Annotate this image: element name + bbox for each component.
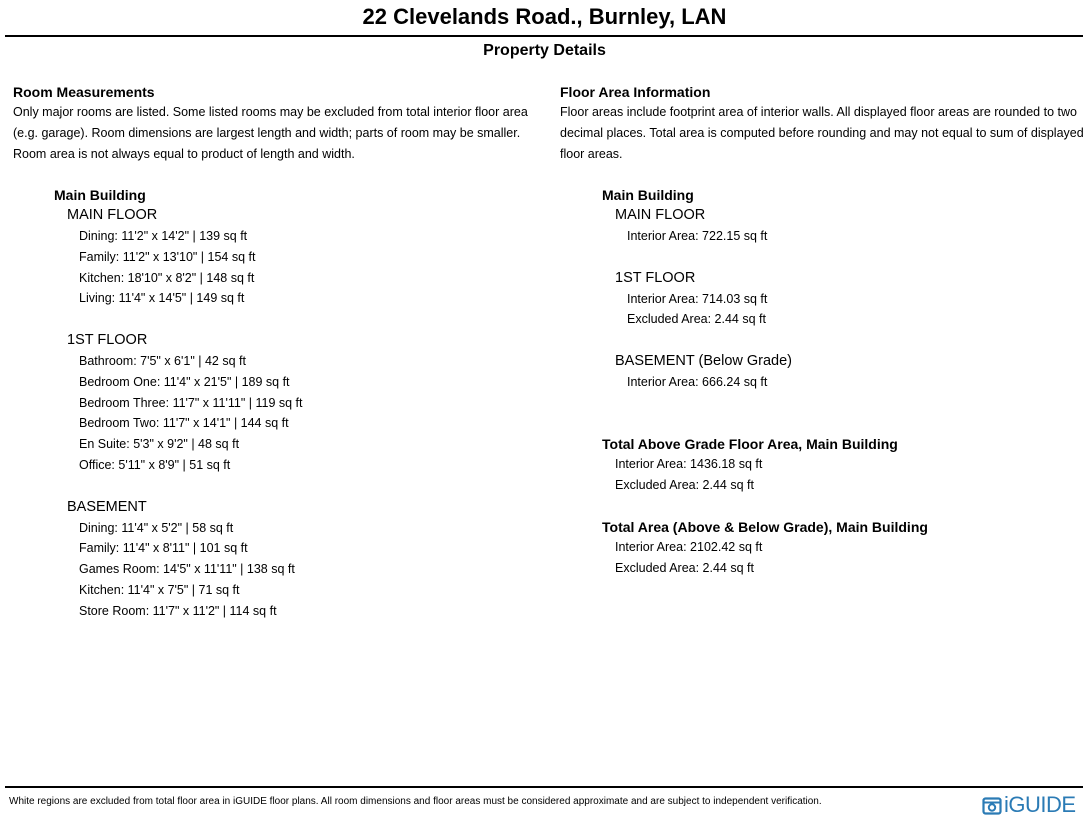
- floor-area-heading: Floor Area Information: [560, 84, 711, 100]
- spacer: [602, 496, 928, 517]
- floor-name: BASEMENT (Below Grade): [615, 352, 793, 369]
- room-item: Living: 11'4" x 14'5" | 149 sq ft: [79, 291, 245, 306]
- iguide-logo: [982, 793, 1076, 817]
- area-item: Excluded Area: 2.44 sq ft: [615, 560, 754, 575]
- area-item: Interior Area: 722.15 sq ft: [627, 229, 768, 243]
- room-item: Bedroom Two: 11'7" x 14'1" | 144 sq ft: [79, 416, 289, 431]
- room-measurements-heading: Room Measurements: [13, 84, 155, 100]
- room-item: Bedroom Three: 11'7" x 11'11" | 119 sq ft: [79, 395, 303, 410]
- floor-area-intro: [560, 82, 1089, 165]
- room-measurements-description: Only major rooms are listed. Some listed rooms may be excluded from total interior floor area (e.g. garage). Room dimensions are largest length and width; parts of room may be smaller. Room area is not always equal to product of length and width.: [13, 105, 528, 161]
- logo-text: iGUIDE: [1004, 792, 1076, 817]
- spacer: [602, 247, 928, 268]
- footer-divider: [5, 786, 1083, 788]
- area-item: Interior Area: 714.03 sq ft: [627, 291, 768, 306]
- room-item: En Suite: 5'3" x 9'2" | 48 sq ft: [79, 437, 240, 452]
- room-item: Office: 5'11" x 8'9" | 51 sq ft: [79, 457, 231, 472]
- room-measurements-list: [54, 185, 303, 622]
- title-divider: [5, 35, 1083, 37]
- spacer: [602, 330, 928, 351]
- room-item: Store Room: 11'7" x 11'2" | 114 sq ft: [79, 603, 277, 618]
- area-item: Interior Area: 666.24 sq ft: [627, 374, 768, 389]
- room-item: Kitchen: 11'4" x 7'5" | 71 sq ft: [79, 582, 240, 597]
- building-name: Main Building: [602, 187, 694, 203]
- area-item: Interior Area: 1436.18 sq ft: [615, 457, 763, 472]
- area-item: Interior Area: 2102.42 sq ft: [615, 539, 763, 554]
- floor-area-description: Floor areas include footprint area of interior walls. All displayed floor areas are rounded to two decimal places. Total area is computed before rounding and may not equal to sum of displayed floor areas.: [560, 105, 1084, 161]
- spacer: [54, 476, 303, 497]
- spacer: [54, 309, 303, 330]
- floor-area-list: [602, 185, 928, 578]
- spacer: [602, 393, 928, 414]
- room-item: Games Room: 14'5" x 11'11" | 138 sq ft: [79, 562, 295, 577]
- floor-name: 1ST FLOOR: [67, 331, 148, 348]
- floor-name: MAIN FLOOR: [67, 207, 158, 223]
- room-item: Bathroom: 7'5" x 6'1" | 42 sq ft: [79, 353, 246, 368]
- floor-name: 1ST FLOOR: [615, 269, 696, 286]
- room-item: Dining: 11'4" x 5'2" | 58 sq ft: [79, 520, 234, 535]
- room-item: Bedroom One: 11'4" x 21'5" | 189 sq ft: [79, 374, 290, 389]
- page-title: 22 Clevelands Road., Burnley, LAN: [362, 4, 727, 29]
- footer-disclaimer: White regions are excluded from total floor area in iGUIDE floor plans. All room dimensions and floor areas must be considered approximate and are subject to independent verification.: [9, 796, 822, 807]
- area-item: Excluded Area: 2.44 sq ft: [627, 312, 766, 327]
- room-item: Dining: 11'2" x 14'2" | 139 sq ft: [79, 229, 248, 243]
- page-subtitle: Property Details: [483, 42, 606, 59]
- total-heading: Total Area (Above & Below Grade), Main Building: [602, 518, 928, 535]
- floor-name: MAIN FLOOR: [615, 207, 706, 223]
- room-item: Family: 11'2" x 13'10" | 154 sq ft: [79, 249, 256, 264]
- area-item: Excluded Area: 2.44 sq ft: [615, 478, 754, 493]
- room-item: Family: 11'4" x 8'11" | 101 sq ft: [79, 541, 248, 556]
- building-name: Main Building: [54, 187, 146, 203]
- floor-name: BASEMENT: [67, 498, 147, 515]
- camera-icon: [982, 796, 1002, 815]
- room-measurements-intro: [13, 82, 543, 165]
- total-heading: Total Above Grade Floor Area, Main Building: [602, 436, 898, 453]
- spacer: [602, 414, 928, 435]
- room-item: Kitchen: 18'10" x 8'2" | 148 sq ft: [79, 270, 255, 285]
